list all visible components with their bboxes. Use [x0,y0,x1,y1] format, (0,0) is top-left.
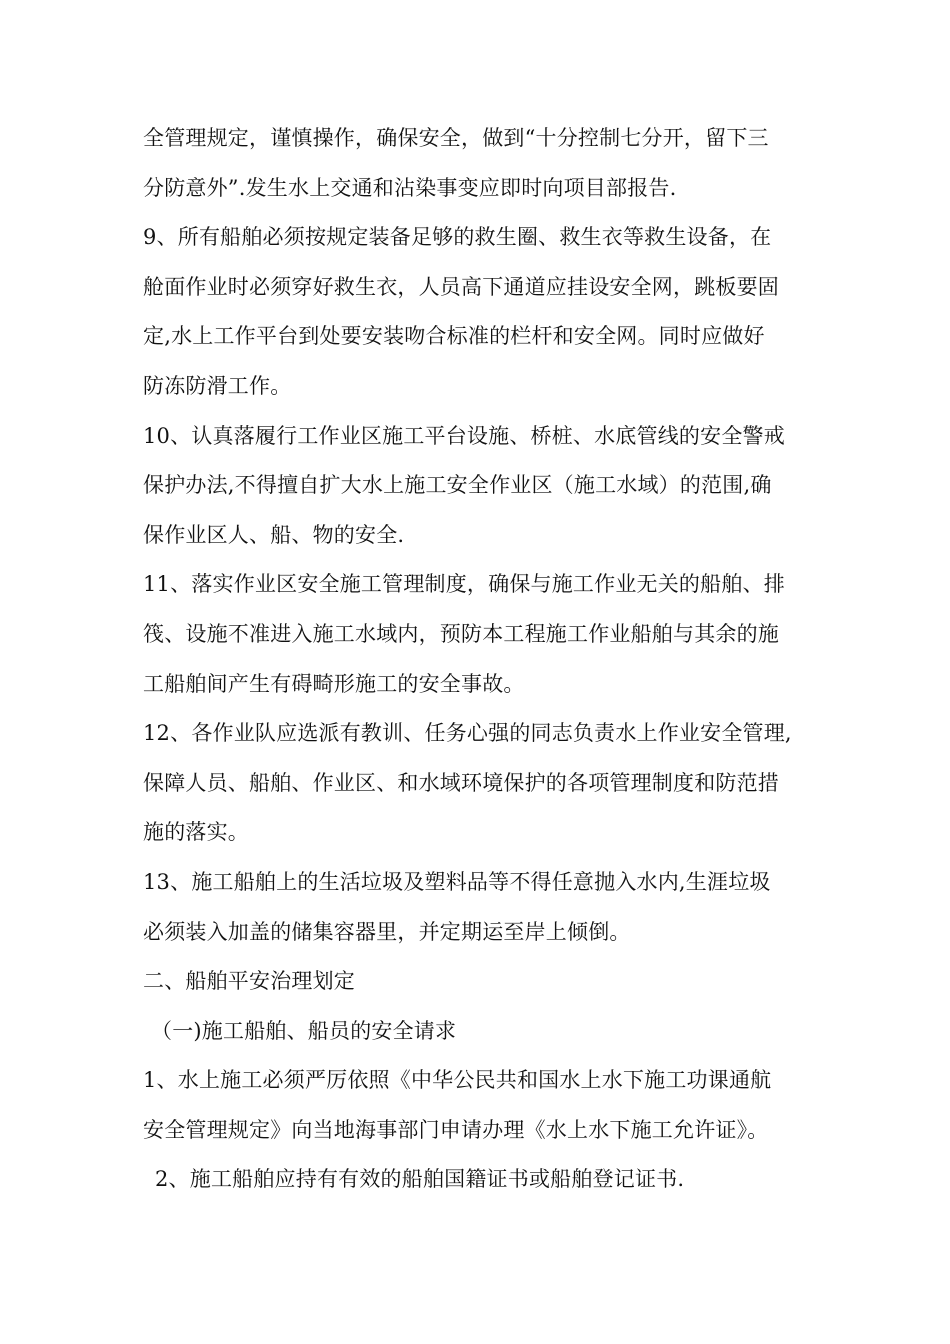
text-line: 工船舶间产生有碍畸形施工的安全事故。 [143,671,525,696]
text-line: 保作业区人、船、物的安全. [143,522,405,547]
section-heading: 二、船舶平安治理划定 [143,969,355,994]
text-line: 舱面作业时必须穿好救生衣，人员高下通道应挂设安全网，跳板要固 [143,274,779,299]
text-line: 1、水上施工必须严厉依照《中华公民共和国水上水下施工功课通航 [143,1068,772,1093]
text-line: 施的落实。 [143,820,249,845]
text-line: 11、落实作业区安全施工管理制度，确保与施工作业无关的船舶、排 [143,572,785,597]
text-line: 2、施工船舶应持有有效的船舶国籍证书或船舶登记证书. [155,1167,685,1192]
text-line: 保护办法,不得擅自扩大水上施工安全作业区（施工水域）的范围,确 [143,473,772,498]
text-line: 保障人员、船舶、作业区、和水域环境保护的各项管理制度和防范措 [143,770,779,795]
text-line: 安全管理规定》向当地海事部门申请办理《水上水下施工允许证》。 [143,1117,769,1142]
text-line: 13、施工船舶上的生活垃圾及塑料品等不得任意抛入水内,生涯垃圾 [143,869,771,894]
text-line: 9、所有船舶必须按规定装备足够的救生圈、救生衣等救生设备，在 [143,225,772,250]
text-line: 必须装入加盖的储集容器里，并定期运至岸上倾倒。 [143,919,631,944]
text-line: 分防意外”.发生水上交通和沾染事变应即时向项目部报告. [143,175,677,200]
text-line: 防冻防滑工作。 [143,373,292,398]
document-body [143,114,808,1205]
text-line: 全管理规定，谨慎操作，确保安全，做到“十分控制七分开，留下三 [143,126,769,150]
subsection-heading: （一)施工船舶、船员的安全请求 [151,1018,457,1043]
text-line: 12、各作业队应选派有教训、任务心强的同志负责水上作业安全管理, [143,721,792,746]
text-line: 10、认真落履行工作业区施工平台设施、桥桩、水底管线的安全警戒 [143,423,785,448]
text-line: 定,水上工作平台到处要安装吻合标准的栏杆和安全网。同时应做好 [143,324,765,349]
text-line: 筏、设施不准进入施工水域内，预防本工程施工作业船舶与其余的施 [143,621,779,646]
